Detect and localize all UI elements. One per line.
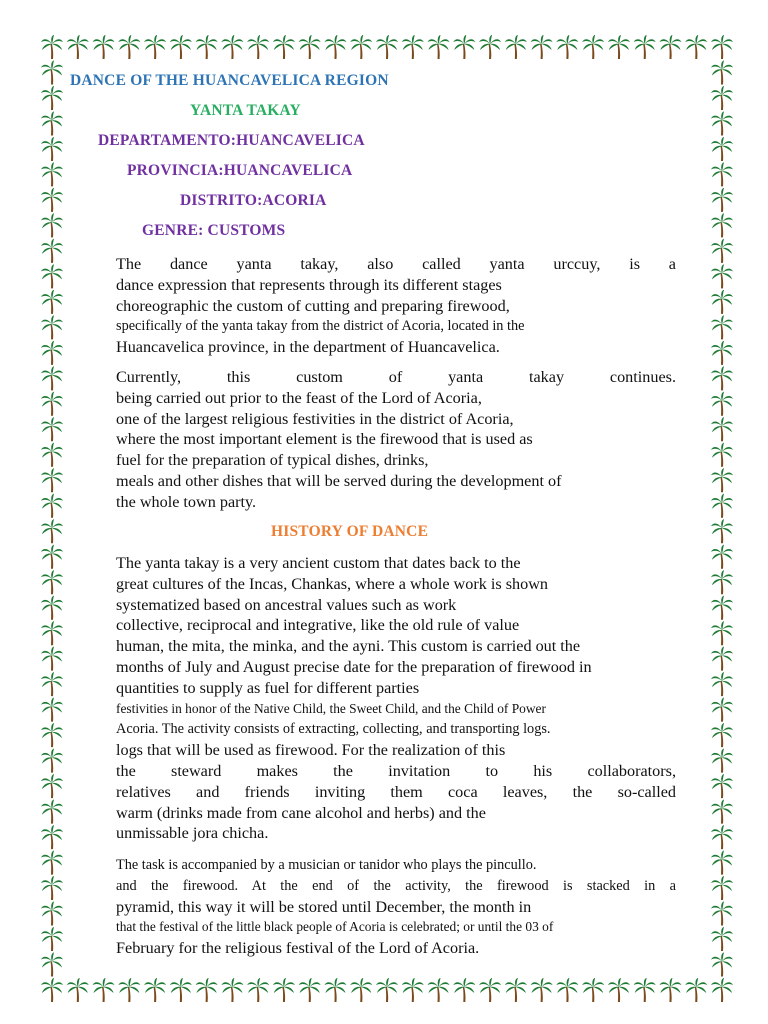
palm-tree-icon bbox=[350, 35, 372, 59]
palm-tree-icon bbox=[41, 443, 63, 467]
palm-tree-icon bbox=[144, 978, 166, 1002]
department-label: DEPARTAMENTO:HUANCAVELICA bbox=[98, 132, 365, 149]
palm-tree-icon bbox=[711, 443, 733, 467]
palm-tree-icon bbox=[711, 800, 733, 824]
text-line: where the most important element is the firewood that is used as bbox=[116, 430, 533, 449]
text-line: warm (drinks made from cane alcohol and herbs) and the bbox=[116, 803, 486, 822]
palm-tree-icon bbox=[711, 774, 733, 798]
palm-tree-icon bbox=[41, 647, 63, 671]
text-line: systematized based on ancestral values such as work bbox=[116, 595, 457, 614]
palm-tree-icon bbox=[247, 978, 269, 1002]
palm-tree-icon bbox=[41, 800, 63, 824]
text-line: collective, reciprocal and integrative, like the old rule of value bbox=[116, 616, 520, 635]
palm-tree-icon bbox=[711, 596, 733, 620]
genre-label: GENRE: CUSTOMS bbox=[142, 222, 286, 239]
palm-tree-icon bbox=[41, 749, 63, 773]
palm-tree-icon bbox=[711, 876, 733, 900]
palm-tree-icon bbox=[582, 978, 604, 1002]
text-line: The dance yanta takay, also called yanta urccuy, is a bbox=[116, 255, 676, 273]
palm-tree-icon bbox=[41, 570, 63, 594]
palm-tree-icon bbox=[531, 978, 553, 1002]
text-line: The yanta takay is a very ancient custom that dates back to the bbox=[116, 554, 521, 572]
palm-tree-icon bbox=[711, 366, 733, 390]
palm-tree-icon bbox=[41, 978, 63, 1002]
palm-tree-icon bbox=[41, 86, 63, 110]
palm-tree-icon bbox=[711, 851, 733, 875]
palm-tree-icon bbox=[41, 417, 63, 441]
palm-tree-icon bbox=[711, 749, 733, 773]
palm-tree-icon bbox=[711, 953, 733, 977]
palm-tree-icon bbox=[711, 264, 733, 288]
palm-tree-icon bbox=[67, 978, 89, 1002]
palm-tree-icon bbox=[41, 188, 63, 212]
text-line: fuel for the preparation of typical dishes, drinks, bbox=[116, 451, 429, 470]
palm-tree-icon bbox=[41, 494, 63, 518]
palm-tree-icon bbox=[41, 672, 63, 696]
palm-tree-icon bbox=[634, 35, 656, 59]
palm-tree-icon bbox=[479, 35, 501, 59]
palm-tree-icon bbox=[711, 494, 733, 518]
palm-tree-icon bbox=[41, 621, 63, 645]
palm-tree-icon bbox=[711, 341, 733, 365]
palm-tree-icon bbox=[170, 35, 192, 59]
palm-tree-icon bbox=[711, 723, 733, 747]
palm-tree-icon bbox=[711, 417, 733, 441]
palm-tree-icon bbox=[41, 392, 63, 416]
palm-tree-icon bbox=[41, 825, 63, 849]
text-line: and the firewood. At the end of the activity, the firewood is stacked in a bbox=[116, 877, 676, 894]
text-line: February for the religious festival of the Lord of Acoria. bbox=[116, 939, 480, 958]
palm-tree-icon bbox=[402, 978, 424, 1002]
palm-tree-icon bbox=[428, 35, 450, 59]
palm-tree-icon bbox=[479, 978, 501, 1002]
palm-tree-icon bbox=[273, 35, 295, 59]
palm-tree-icon bbox=[659, 35, 681, 59]
palm-tree-icon bbox=[711, 902, 733, 926]
palm-tree-icon bbox=[711, 315, 733, 339]
text-line: the whole town party. bbox=[116, 492, 257, 511]
palm-tree-icon bbox=[608, 978, 630, 1002]
palm-tree-icon bbox=[376, 35, 398, 59]
text-line: Currently, this custom of yanta takay continues. bbox=[116, 368, 676, 386]
palm-tree-icon bbox=[41, 596, 63, 620]
palm-tree-icon bbox=[711, 239, 733, 263]
palm-tree-icon bbox=[582, 35, 604, 59]
palm-tree-icon bbox=[221, 978, 243, 1002]
palm-tree-icon bbox=[711, 927, 733, 951]
history-paragraph bbox=[116, 553, 676, 844]
palm-tree-icon bbox=[556, 978, 578, 1002]
text-line: unmissable jora chicha. bbox=[116, 824, 269, 843]
palm-tree-icon bbox=[196, 978, 218, 1002]
palm-tree-icon bbox=[41, 876, 63, 900]
palm-tree-icon bbox=[711, 545, 733, 569]
palm-tree-icon bbox=[41, 519, 63, 543]
palm-tree-icon bbox=[196, 35, 218, 59]
text-line: pyramid, this way it will be stored until December, the month in bbox=[116, 897, 532, 916]
palm-tree-icon bbox=[659, 978, 681, 1002]
closing-paragraph bbox=[116, 855, 676, 959]
text-line: logs that will be used as firewood. For the realization of this bbox=[116, 741, 506, 760]
palm-tree-icon bbox=[67, 35, 89, 59]
history-heading: HISTORY OF DANCE bbox=[271, 523, 429, 540]
dance-title: YANTA TAKAY bbox=[190, 102, 301, 119]
text-line: specifically of the yanta takay from the district of Acoria, located in the bbox=[116, 318, 525, 335]
text-line: human, the mita, the minka, and the ayni. This custom is carried out the bbox=[116, 637, 581, 656]
palm-tree-icon bbox=[531, 35, 553, 59]
palm-tree-icon bbox=[118, 978, 140, 1002]
palm-tree-icon bbox=[41, 35, 63, 59]
palm-tree-icon bbox=[453, 35, 475, 59]
page-title: DANCE OF THE HUANCAVELICA REGION bbox=[70, 72, 389, 89]
palm-tree-icon bbox=[41, 774, 63, 798]
palm-tree-icon bbox=[41, 723, 63, 747]
text-line: one of the largest religious festivities in the district of Acoria, bbox=[116, 409, 514, 428]
palm-tree-icon bbox=[711, 825, 733, 849]
palm-tree-icon bbox=[41, 468, 63, 492]
palm-tree-icon bbox=[41, 111, 63, 135]
text-line: great cultures of the Incas, Chankas, where a whole work is shown bbox=[116, 574, 548, 593]
palm-tree-icon bbox=[247, 35, 269, 59]
palm-tree-icon bbox=[453, 978, 475, 1002]
palm-tree-icon bbox=[711, 647, 733, 671]
palm-tree-icon bbox=[41, 545, 63, 569]
palm-tree-icon bbox=[41, 927, 63, 951]
text-line: dance expression that represents through its different stages bbox=[116, 275, 502, 294]
palm-tree-icon bbox=[376, 978, 398, 1002]
palm-tree-icon bbox=[711, 978, 733, 1002]
palm-tree-icon bbox=[118, 35, 140, 59]
palm-tree-icon bbox=[711, 290, 733, 314]
palm-tree-icon bbox=[273, 978, 295, 1002]
intro-paragraph bbox=[116, 254, 676, 358]
palm-tree-icon bbox=[41, 698, 63, 722]
palm-tree-icon bbox=[221, 35, 243, 59]
palm-tree-icon bbox=[505, 978, 527, 1002]
palm-tree-icon bbox=[41, 213, 63, 237]
palm-tree-icon bbox=[324, 978, 346, 1002]
palm-tree-icon bbox=[170, 978, 192, 1002]
palm-tree-icon bbox=[93, 978, 115, 1002]
text-line: Huancavelica province, in the department of Huancavelica. bbox=[116, 338, 500, 357]
palm-tree-icon bbox=[41, 162, 63, 186]
palm-tree-icon bbox=[41, 851, 63, 875]
palm-tree-icon bbox=[711, 621, 733, 645]
palm-tree-icon bbox=[685, 35, 707, 59]
palm-tree-icon bbox=[428, 978, 450, 1002]
province-label: PROVINCIA:HUANCAVELICA bbox=[127, 162, 353, 179]
palm-tree-icon bbox=[299, 35, 321, 59]
text-line: meals and other dishes that will be served during the development of bbox=[116, 471, 562, 490]
palm-tree-icon bbox=[41, 902, 63, 926]
text-line: festivities in honor of the Native Child, the Sweet Child, and the Child of Power bbox=[116, 700, 546, 716]
district-label: DISTRITO:ACORIA bbox=[180, 192, 327, 209]
text-line: being carried out prior to the feast of the Lord of Acoria, bbox=[116, 388, 482, 407]
palm-tree-icon bbox=[144, 35, 166, 59]
palm-tree-icon bbox=[93, 35, 115, 59]
text-line: relatives and friends inviting them coca leaves, the so-called bbox=[116, 782, 676, 801]
palm-tree-icon bbox=[350, 978, 372, 1002]
palm-tree-icon bbox=[402, 35, 424, 59]
text-line: the steward makes the invitation to his collaborators, bbox=[116, 761, 676, 780]
palm-tree-icon bbox=[711, 698, 733, 722]
palm-tree-icon bbox=[41, 137, 63, 161]
current-paragraph bbox=[116, 367, 676, 513]
palm-tree-icon bbox=[324, 35, 346, 59]
palm-tree-icon bbox=[41, 290, 63, 314]
palm-tree-icon bbox=[41, 60, 63, 84]
palm-tree-icon bbox=[41, 239, 63, 263]
text-line: The task is accompanied by a musician or tanidor who plays the pincullo. bbox=[116, 857, 537, 873]
palm-tree-icon bbox=[685, 978, 707, 1002]
palm-tree-icon bbox=[634, 978, 656, 1002]
palm-tree-icon bbox=[556, 35, 578, 59]
palm-tree-icon bbox=[41, 953, 63, 977]
palm-tree-icon bbox=[41, 341, 63, 365]
palm-tree-icon bbox=[299, 978, 321, 1002]
text-line: that the festival of the little black people of Acoria is celebrated; or until the 03 of bbox=[116, 919, 554, 935]
palm-tree-icon bbox=[711, 570, 733, 594]
text-line: months of July and August precise date for the preparation of firewood in bbox=[116, 657, 592, 676]
palm-tree-icon bbox=[711, 392, 733, 416]
palm-tree-icon bbox=[711, 35, 733, 59]
text-line: Acoria. The activity consists of extracting, collecting, and transporting logs. bbox=[116, 721, 551, 738]
text-line: quantities to supply as fuel for different parties bbox=[116, 678, 420, 697]
palm-tree-icon bbox=[41, 315, 63, 339]
palm-tree-icon bbox=[711, 672, 733, 696]
palm-tree-icon bbox=[505, 35, 527, 59]
palm-tree-icon bbox=[711, 468, 733, 492]
palm-tree-icon bbox=[41, 366, 63, 390]
palm-tree-icon bbox=[41, 264, 63, 288]
palm-tree-icon bbox=[608, 35, 630, 59]
text-line: choreographic the custom of cutting and preparing firewood, bbox=[116, 296, 510, 315]
